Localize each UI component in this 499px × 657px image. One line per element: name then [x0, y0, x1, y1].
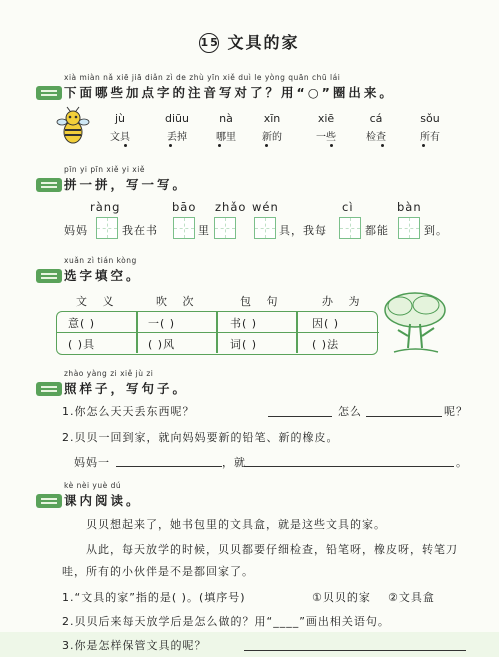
s2-py: wén [252, 200, 279, 214]
s3-blank[interactable]: 意( ) [68, 317, 96, 330]
emphasis-dot [169, 144, 172, 147]
s1-word: 新的 [262, 132, 282, 143]
bee-icon [56, 106, 90, 146]
section-icon [36, 382, 62, 396]
s1-word: 所有 [420, 132, 440, 143]
s2-py: zhǎo [215, 200, 247, 214]
s3-option: 文 义 [76, 295, 120, 308]
s3-option: 吹 次 [156, 295, 200, 308]
page-title [0, 30, 499, 53]
s3-blank[interactable]: ( )风 [148, 338, 176, 351]
emphasis-dot [381, 144, 384, 147]
s1-heading: 下面哪些加点字的注音写对了？用“○”圈出来。 [64, 85, 395, 100]
s4-q1-end: 呢？ [444, 405, 468, 418]
s3-blank[interactable]: 书( ) [230, 317, 258, 330]
answer-line[interactable] [268, 416, 332, 417]
write-box[interactable] [96, 217, 118, 239]
write-box[interactable] [214, 217, 236, 239]
s1-word-py: cá [369, 112, 383, 125]
divider [296, 311, 298, 353]
write-box[interactable] [339, 217, 361, 239]
s4-q2-end: 。 [456, 456, 468, 469]
s1-word: 检查 [366, 132, 386, 143]
s5-paragraph: 贝贝想起来了，她书包里的文具盒，就是这些文具的家。 [86, 518, 386, 531]
s5-paragraph: 哇，所有的小伙伴是不是都回家了。 [62, 565, 254, 578]
s1-word: 文具 [110, 132, 130, 143]
answer-line[interactable] [116, 466, 222, 467]
s2-py: ràng [90, 200, 121, 214]
emphasis-dot [265, 144, 268, 147]
section-icon [36, 178, 62, 192]
s4-q2: 2.贝贝一回到家，就向妈妈要新的铅笔、新的橡皮。 [62, 431, 339, 444]
s1-pinyin: xià miàn nǎ xiē jiā diǎn zì de zhù yīn xiě duì le yòng quān chū lái [64, 73, 341, 82]
s2-pinyin: pīn yi pīn xiě yi xiě [64, 165, 145, 174]
s1-word-py: nà [219, 112, 233, 125]
section-icon [36, 494, 62, 508]
s1-word-py: xīn [263, 112, 281, 125]
write-box[interactable] [398, 217, 420, 239]
s3-blank[interactable]: ( )法 [312, 338, 340, 351]
s3-blank[interactable]: 一( ) [148, 317, 176, 330]
s5-paragraph: 从此，每天放学的时候，贝贝都要仔细检查，铅笔呀，橡皮呀，转笔刀 [86, 543, 458, 556]
s5-q1: 1.“文具的家”指的是( )。(填序号) [62, 591, 246, 604]
s1-word-py: xiē [317, 112, 335, 125]
s3-option: 办 为 [322, 295, 366, 308]
s1-word-py: sǒu [420, 112, 440, 125]
s3-pinyin: xuǎn zì tián kòng [64, 256, 137, 265]
emphasis-dot [422, 144, 425, 147]
s4-q1: 1.你怎么天天丢东西呢？ [62, 405, 195, 418]
s4-q2-start: 妈妈一 [74, 456, 110, 469]
answer-line[interactable] [244, 466, 454, 467]
write-box[interactable] [173, 217, 195, 239]
s2-py: cì [342, 200, 354, 214]
s1-word-py: jù [114, 112, 126, 125]
emphasis-dot [124, 144, 127, 147]
s2-text: 我在书 [122, 224, 158, 237]
s2-text: 到。 [424, 224, 448, 237]
s5-q3: 3.你是怎样保管文具的呢？ [62, 639, 207, 652]
section-icon [36, 86, 62, 100]
emphasis-dot [218, 144, 221, 147]
section-icon [36, 269, 62, 283]
divider [56, 332, 379, 333]
s2-heading: 拼一拼，写一写。 [64, 177, 189, 192]
s3-option: 包 句 [240, 295, 284, 308]
lesson-number: 15 [199, 33, 219, 53]
s5-pinyin: kè nèi yuè dú [64, 481, 122, 490]
divider [216, 311, 218, 353]
s3-heading: 选字填空。 [64, 268, 142, 283]
s4-q2-mid: ，就 [222, 456, 246, 469]
answer-line[interactable] [244, 650, 466, 651]
s2-py: bāo [172, 200, 197, 214]
write-box[interactable] [254, 217, 276, 239]
s3-blank[interactable]: ( )具 [68, 338, 96, 351]
s2-text: 里 [198, 224, 210, 237]
lesson-title: 文具的家 [227, 33, 300, 52]
divider [136, 311, 138, 353]
answer-line[interactable] [366, 416, 442, 417]
s3-blank[interactable]: 因( ) [312, 317, 340, 330]
s5-q1-option: ②文具盒 [388, 591, 435, 604]
s4-q1-word: 怎么 [338, 405, 362, 418]
s1-word: 丢掉 [167, 132, 187, 143]
s2-py: bàn [397, 200, 422, 214]
tree-icon [380, 290, 450, 356]
emphasis-dot [330, 144, 333, 147]
s5-heading: 课内阅读。 [64, 493, 142, 508]
s1-word-py: diūu [165, 112, 189, 125]
s1-word: 一些 [316, 132, 336, 143]
s5-q1-option: ①贝贝的家 [312, 591, 371, 604]
s2-text: 妈妈 [64, 224, 88, 237]
s2-text: 具，我每 [279, 224, 327, 237]
s1-word: 哪里 [216, 132, 236, 143]
s2-text: 都能 [365, 224, 389, 237]
s5-q2: 2.贝贝后来每天放学后是怎么做的？用“____”画出相关语句。 [62, 615, 390, 628]
s3-blank[interactable]: 词( ) [230, 338, 258, 351]
s4-pinyin: zhào yàng zi xiě jù zi [64, 369, 154, 378]
s4-heading: 照样子，写句子。 [64, 381, 189, 396]
